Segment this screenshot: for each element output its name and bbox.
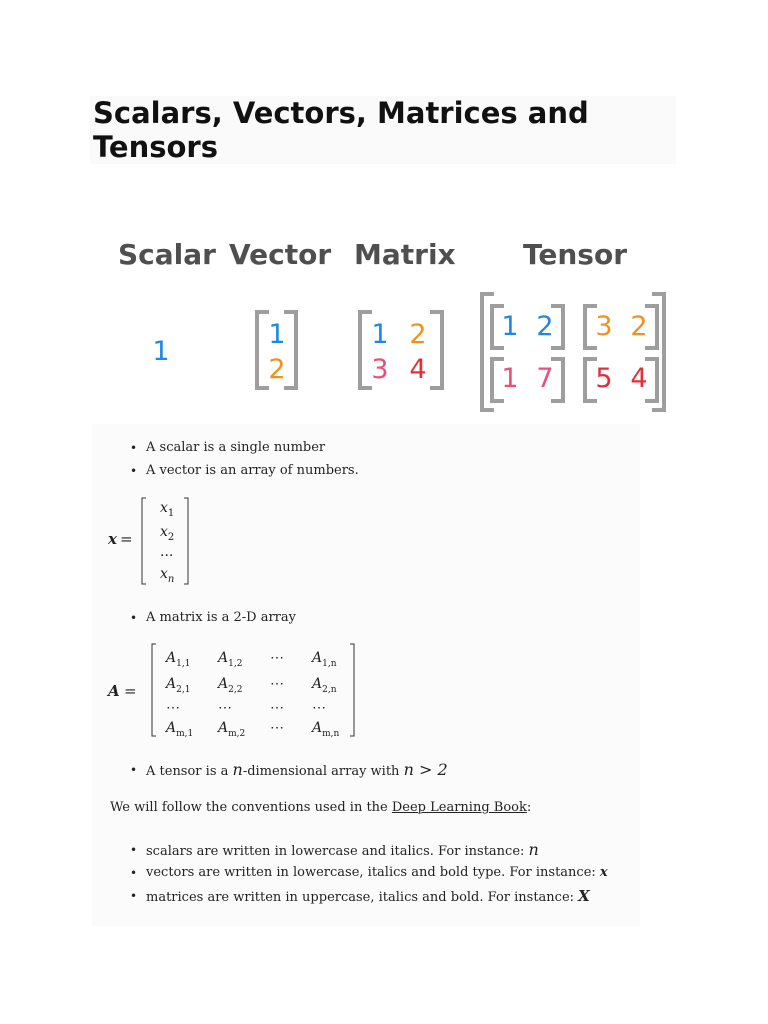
matrix-eq-entry: ⋯ [270,700,284,716]
matrix-value: 3 [371,354,389,385]
bullet-dot: • [130,611,138,625]
bullet-dot: • [130,441,138,455]
vector-value: 2 [268,354,286,385]
matrix-value: 2 [409,319,427,350]
vector-eq-entry: $x_2$ [160,524,175,543]
deep-learning-book-link[interactable]: Deep Learning Book [391,800,527,815]
matrix-eq-entry: $A_{m,1}$ [166,720,194,739]
bullet-dot: • [130,763,138,777]
equals-sign: = [120,530,133,548]
bullet-dot: • [130,889,138,903]
matrix-eq-entry: $A_{2,1}$ [166,676,191,695]
vector-eq-entry: $x_1$ [160,500,175,519]
page-title: Scalars, Vectors, Matrices and Tensors [93,96,589,164]
bullet-dot: • [130,464,138,478]
math-symbol: x [599,865,608,880]
matrix-eq-entry: $A_{2,n}$ [312,676,337,695]
matrix-value: 1 [371,319,389,350]
math-symbol: n [528,840,539,859]
vector-eq-right-bracket [184,498,188,584]
matrix-eq-right-bracket [350,644,354,736]
matrix-eq-entry: ⋯ [270,650,284,666]
tensor-value: 1 [501,363,519,394]
notes-panel: • A scalar is a single number • A vector is an array of numbers. x = $x_1$ $x_2$ ... $x_n$ • A matrix is a 2-D array A = $A_{1,1}$ $A_{1,2}$ ⋯ $A_{1,n}$ $A_{2,1}$ $A_{2,2}$ ⋯ $A_{2,n}$ ⋯ ⋯ ⋯ ⋯ $A_{m,1}$ $A_{m,2}$ ⋯ $A_{m,n}$ • A tensor is a n-dimensional array with n > 2 We will follow the conventions used in the Deep Learning Book: • scalars are written in lowercase and italics. For instance: n • vectors are written in lowercase, italics and bold type. For instance: x • matrices are written in uppercase, italics and bold. For instance: X [92,424,640,926]
tensor-header: Tensor [523,238,628,271]
scalar-header: Scalar [118,238,216,271]
matrix-equation [92,638,382,742]
vector-eq-entry: ... [160,544,174,560]
matrix-eq-entry: $A_{1,1}$ [166,650,191,669]
vector-value: 1 [268,319,286,350]
matrix-eq-entry: ⋯ [218,700,232,716]
tensor-figure [0,0,768,430]
matrix-eq-entry: ⋯ [312,700,326,716]
matrix-eq-entry: $A_{2,2}$ [218,676,243,695]
matrix-eq-entry: $A_{m,2}$ [218,720,246,739]
vector-equation [92,490,292,590]
matrix-value: 4 [409,354,427,385]
tensor-value: 7 [536,363,554,394]
equals-sign: = [124,682,137,700]
matrix-eq-entry: ⋯ [270,676,284,692]
tensor-value: 2 [536,311,554,342]
vector-header: Vector [229,238,332,271]
tensor-value: 1 [501,311,519,342]
tensor-value: 5 [595,363,613,394]
vector-eq-entry: $x_n$ [160,566,175,585]
tensor-value: 4 [630,363,648,394]
math-n-gt-2: n > 2 [403,760,448,779]
matrix-header: Matrix [354,238,456,271]
bullet-dot: • [130,843,138,857]
bullet-dot: • [130,866,138,880]
matrix-eq-entry: ⋯ [270,720,284,736]
matrix-eq-entry: $A_{m,n}$ [312,720,340,739]
matrix-eq-entry: ⋯ [166,700,180,716]
matrix-eq-lhs: A [108,682,120,700]
tensor-value: 2 [630,311,648,342]
matrix-eq-left-bracket [152,644,156,736]
tensor-value: 3 [595,311,613,342]
scalar-value: 1 [152,336,170,367]
conventions-paragraph: We will follow the conventions used in the Deep Learning Book: [110,800,532,815]
matrix-eq-entry: $A_{1,2}$ [218,650,243,669]
vector-eq-left-bracket [142,498,146,584]
math-symbol: X [578,887,590,905]
matrix-eq-entry: $A_{1,n}$ [312,650,337,669]
vector-eq-lhs: x [108,530,117,548]
math-n: n [232,760,243,779]
